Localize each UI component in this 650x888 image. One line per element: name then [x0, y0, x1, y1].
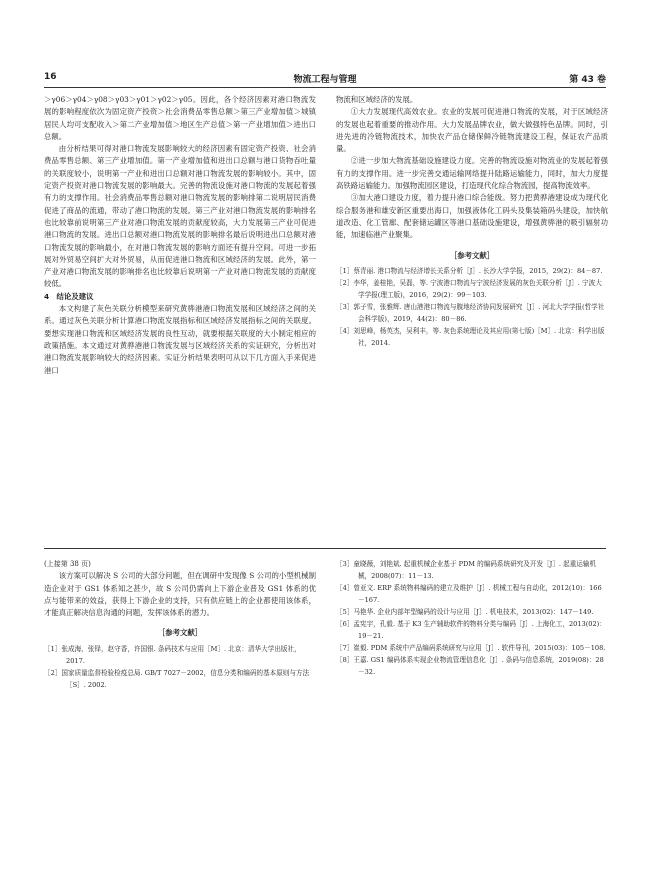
reference-item: ［6］孟宪宇，孔毅. 基于 K3 生产辅助软件的物料分类与编码［J］. 上海化工，2013(02)：19－21.: [336, 620, 606, 640]
section-heading: 4 结论及建议: [44, 291, 94, 301]
bottom-left-column: [44, 558, 316, 691]
reference-item: ［7］崔毅. PDM 系统中产品编码系统研究与应用［J］. 软件导刊，2015(03)：105－108.: [336, 644, 606, 652]
top-left-column: [44, 94, 316, 377]
reference-item: ［3］郭子雪，张雅辉. 唐山港港口物流与腹地经济协同发展研究［J］. 河北大学学报(哲学社会科学版)，2019，44(2)：80－86.: [336, 302, 605, 323]
paragraph: ②进一步加大物流基础设施建设力度。完善的物流设施对物流业的发展起着强有力的支撑作用。进一步完善交通运输网络提升陆路运输能力，同时，加大力度提高铁路运输能力。加强物流园区建设，打造现代化综合物流园，提高物流效率。: [336, 156, 608, 191]
references-heading: ［参考文献］: [449, 250, 495, 260]
page-header: [44, 72, 606, 86]
paragraph: ①大力发展现代高效农业。农业的发展可促进港口物流的发展，对于区域经济的发展也起着重要的推动作用。大力发展品牌农业，做大做强特色品牌。同时，引进先进的冷链物流技术，加快农产品仓储保鲜冷链物流建设工程，保证农产品质量。: [336, 107, 608, 154]
paragraph: 由分析结果可得对港口物流发展影响较大的经济因素有固定资产投资、社会消费品零售总额、第三产业增加值。第一产业增加值和进出口总额与港口货物吞吐量的关联度较小，说明第一产业和进出口总额对港口物流发展的影响较小。其中，固定资产投资对港口物流发展的影响最大。完善的物流设施对港口物流的发展起着强有力的支撑作用。社会消费品零售总额对港口物流发展的影响排第二说明居民消费促进了商品的流通，带动了港口物流的发展。第三产业对港口物流发展的影响排名也比较靠前说明第三产业对港口物流发展的贡献度较高，大力发展第三产业可促进港口物流的发展。进出口总额对港口物流发展的影响排名最后说明进出口总额对港口物流发展的影响最小，在对港口物流发展的影响方面还有提升空间。可进一步拓展对外贸易空间扩大对外贸易，从而促进港口物流和区域经济的发展。此外，第一产业对港口物流发展的影响排名也比较靠后说明第一产业对港口物流发展的贡献度较低。: [44, 144, 316, 289]
section-divider: [44, 548, 606, 549]
paragraph: ＞γ06＞γ04＞γ08＞γ03＞γ01＞γ02＞γ05。因此，各个经济因素对港口物流发展的影响程度依次为固定资产投资＞社会消费品零售总额＞第三产业增加值＞城镇居民人均可支配收入＞第二产业增加值＞地区生产总值＞第一产业增加值＞进出口总额。: [44, 95, 316, 141]
paragraph: 物流和区域经济的发展。: [336, 95, 418, 104]
top-right-column: [336, 94, 608, 349]
journal-title: 物流工程与管理: [293, 75, 357, 85]
header-rule: [44, 87, 606, 88]
reference-item: ［2］李华，姜桂艳，吴磊，等. 宁波港口物流与宁波经济发展的灰色关联分析［J］. 宁波大学学报(理工版)，2016，29(2)：99－103.: [336, 278, 602, 299]
reference-item: ［1］蔡青丽. 港口物流与经济增长关系分析［J］. 长沙大学学报，2015，29(2)：84－87.: [336, 266, 603, 275]
reference-item: ［3］童晓薇，刘艳斌. 起重机械企业基于 PDM 的编码系统研究及开发［J］. 起重运输机械，2008(07)：11－13.: [336, 560, 597, 580]
reference-item: ［1］张成海，张铎，赵守香，许国银. 条码技术与应用［M］. 北京：清华大学出版社，2017.: [44, 644, 301, 665]
paragraph: 本文构建了灰色关联分析模型来研究黄骅港港口物流发展和区域经济之间的关系。通过灰色关联分析计算港口物流发展指标和区域经济发展指标之间的关联度。要想实现港口物流和区域经济发展的良性互动，就要根据关联度的大小制定相应的政策措施。本文通过对黄骅港港口物流发展与区域经济关系的实证研究，分析出对港口物流发展影响较大的经济因素。实证分析结果表明可从以下几方面入手来促进港口: [44, 304, 316, 375]
page-number: 16: [44, 72, 57, 82]
references-heading: ［参考文献］: [157, 628, 203, 638]
reference-item: ［4］刘思峰，杨英杰，吴利丰，等. 灰色系统理论及其应用(第七版)［M］. 北京：科学出版社，2014.: [336, 326, 605, 347]
continued-note: (上接第 38 页): [44, 560, 91, 568]
volume-label: 第 43 卷: [569, 75, 606, 85]
bottom-right-column: [336, 558, 608, 678]
paragraph: 该方案可以解决 S 公司的大部分问题，但在调研中发现像 S 公司的小型机械制造企业对于 GS1 体系知之甚少，故 S 公司仍需向上下游企业普及 GS1 体系的优点与能带来的效益，获得上下游企业的支持，只有供应链上的企业都使用该体系，才能真正解决信息沟通的问题，发挥该体系的潜力。: [44, 571, 316, 618]
reference-item: ［5］马艳华. 企业内部年型编码的设计与应用［J］. 机电技术，2013(02)：147－149.: [336, 608, 594, 616]
reference-item: ［8］王嘉. GS1 编码体系实现企业物流管理信息化［J］. 条码与信息系统，2019(08)：28－32.: [336, 656, 604, 676]
reference-item: ［4］曾亚文. ERP 系统物料编码的建立及维护［J］. 机械工程与自动化，2012(10)：166－167.: [336, 584, 602, 604]
paragraph: ③加大港口建设力度，着力提升港口综合能级。努力把黄骅港建设成为现代化综合服务港和雄安新区重要出海口，加强液体化工码头及集装箱码头建设，加快航道改造、化工管廊、配套储运罐区等港口基础设施建设，增强黄骅港的吸引辐射功能，加速临港产业聚集。: [336, 193, 608, 240]
reference-item: ［2］国家质量监督检验检疫总局. GB/T 7027－2002，信息分类和编码的基本原则与方法［S］. 2002.: [44, 668, 310, 689]
